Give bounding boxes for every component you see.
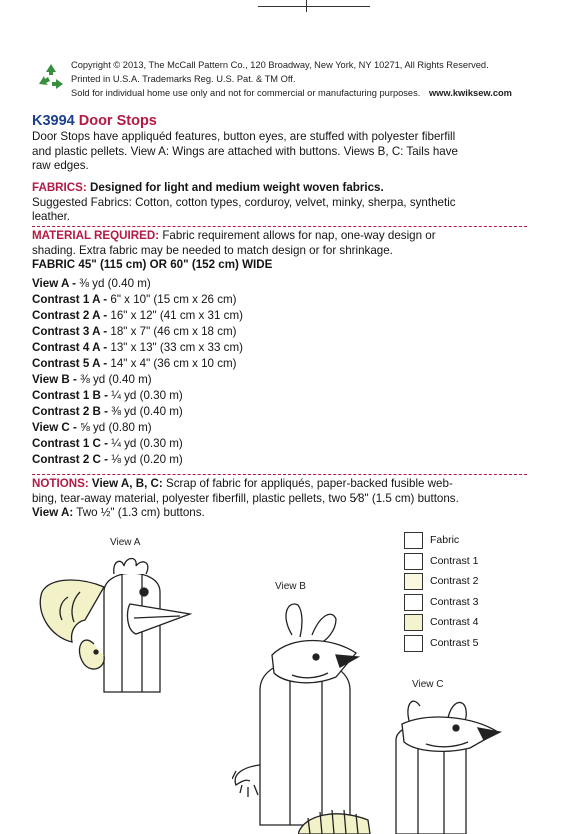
requirement-label: Contrast 1 C xyxy=(32,437,101,450)
view-c-label: View C xyxy=(412,679,444,690)
requirement-separator: - xyxy=(100,309,111,322)
legend-label: Contrast 1 xyxy=(430,554,479,567)
legend-swatch xyxy=(404,532,423,549)
requirement-row xyxy=(32,404,243,420)
copyright-line-3: Sold for individual home use only and not for commercial or manufacturing purposes. www.kwiksew.com xyxy=(71,88,512,99)
requirement-separator: - xyxy=(100,389,112,402)
legend-label: Fabric xyxy=(430,534,460,546)
legend-label: Contrast 4 xyxy=(430,616,479,628)
requirement-separator: - xyxy=(68,277,80,290)
requirement-row xyxy=(32,372,243,388)
legend-swatch xyxy=(404,553,423,570)
requirement-row xyxy=(32,324,243,340)
notions-line-2: bing, tear-away material, polyester fiberfill, plastic pellets, two 5⁄8" (1.5 cm) buttons. xyxy=(32,491,459,505)
requirement-row xyxy=(32,292,243,308)
requirement-amount: ⅜ yd (0.40 m) xyxy=(111,405,183,418)
suggested-fabrics: Suggested Fabrics: Cotton, cotton types, corduroy, velvet, minky, sherpa, synthetic xyxy=(32,195,456,209)
requirement-amount: ⅜ yd (0.40 m) xyxy=(80,373,152,386)
requirement-label: Contrast 5 A xyxy=(32,357,101,370)
requirement-separator: - xyxy=(69,373,81,386)
description-line: Door Stops have appliquéd features, button eyes, are stuffed with polyester fiberfill xyxy=(32,130,456,143)
requirement-amount: 6" x 10" (15 cm x 26 cm) xyxy=(110,293,237,306)
requirement-separator: - xyxy=(100,325,111,338)
notions-view-a: View A: Two ½" (1.3 cm) buttons. xyxy=(32,506,205,520)
requirement-label: Contrast 4 A xyxy=(32,341,101,354)
requirement-separator: - xyxy=(69,421,81,434)
fabrics-section xyxy=(32,181,456,225)
suggested-fabrics-cont: leather. xyxy=(32,210,71,224)
requirement-row xyxy=(32,388,243,404)
section-divider xyxy=(32,474,527,475)
requirement-label: Contrast 2 B xyxy=(32,405,101,418)
legend-label: Contrast 2 xyxy=(430,575,479,587)
notions-line: NOTIONS: View A, B, C: Scrap of fabric for appliqués, paper-backed fusible web- xyxy=(32,477,453,490)
pattern-name: Door Stops xyxy=(78,113,157,129)
description xyxy=(32,130,458,174)
requirements-list xyxy=(32,276,243,468)
requirement-separator: - xyxy=(100,357,111,370)
requirement-row xyxy=(32,436,243,452)
requirement-amount: 16" x 12" (41 cm x 31 cm) xyxy=(110,309,243,322)
requirement-row xyxy=(32,452,243,468)
requirement-separator: - xyxy=(100,453,112,466)
requirement-label: View C xyxy=(32,421,70,434)
requirement-label: Contrast 2 A xyxy=(32,309,101,322)
material-line-2: shading. Extra fabric may be needed to match design or for shrinkage. xyxy=(32,243,393,257)
requirement-amount: ¼ yd (0.30 m) xyxy=(111,437,183,450)
legend-label: Contrast 3 xyxy=(430,595,479,608)
legend-label: Contrast 5 xyxy=(430,636,479,649)
requirement-separator: - xyxy=(100,341,111,354)
requirement-row xyxy=(32,308,243,324)
view-a-label: View A xyxy=(110,537,141,548)
material-line: MATERIAL REQUIRED: Fabric requirement allows for nap, one-way design or xyxy=(32,229,436,242)
requirement-amount: ⅝ yd (0.80 m) xyxy=(80,421,152,434)
requirement-label: Contrast 1 B xyxy=(32,389,101,402)
requirement-separator: - xyxy=(100,405,112,418)
notions-section xyxy=(32,477,459,521)
copyright-line-1: Copyright © 2013, The McCall Pattern Co., 120 Broadway, New York, NY 10271, All Rights Reserved. xyxy=(71,60,489,70)
pattern-title xyxy=(32,113,157,129)
requirement-amount: ⅜ yd (0.40 m) xyxy=(79,277,151,290)
requirement-label: Contrast 3 A xyxy=(32,325,101,338)
fabrics-line: FABRICS: Designed for light and medium weight woven fabrics. xyxy=(32,181,384,194)
requirement-separator: - xyxy=(100,293,111,306)
pattern-number: K3994 xyxy=(32,113,75,129)
legend-swatch xyxy=(404,573,423,590)
view-c-fox-illustration xyxy=(298,688,508,834)
requirement-row xyxy=(32,276,243,292)
requirement-amount: 13" x 13" (33 cm x 33 cm) xyxy=(110,341,243,354)
view-a-rooster-illustration xyxy=(30,552,205,702)
description-line: and plastic pellets. View A: Wings are attached with buttons. Views B, C: Tails have xyxy=(32,144,458,158)
requirement-amount: ⅛ yd (0.20 m) xyxy=(111,453,183,466)
top-crop-mark xyxy=(258,0,370,7)
copyright-block xyxy=(71,58,512,101)
website-link[interactable]: www.kwiksew.com xyxy=(428,88,512,99)
requirement-amount: 14" x 4" (36 cm x 10 cm) xyxy=(110,357,237,370)
requirement-label: View A xyxy=(32,277,69,290)
requirement-row xyxy=(32,356,243,372)
requirement-label: Contrast 2 C xyxy=(32,453,101,466)
requirement-row xyxy=(32,420,243,436)
description-line: raw edges. xyxy=(32,159,89,173)
requirement-amount: 18" x 7" (46 cm x 18 cm) xyxy=(110,325,237,338)
legend-swatch xyxy=(404,594,423,611)
section-divider xyxy=(32,226,527,227)
view-b-label: View B xyxy=(275,581,306,592)
fabric-width: FABRIC 45" (115 cm) OR 60" (152 cm) WIDE xyxy=(32,258,273,272)
legend-swatch xyxy=(404,614,423,631)
requirement-label: Contrast 1 A xyxy=(32,293,101,306)
copyright-line-2: Printed in U.S.A. Trademarks Reg. U.S. Pat. & TM Off. xyxy=(71,74,296,85)
requirement-row xyxy=(32,340,243,356)
requirement-label: View B xyxy=(32,373,70,386)
requirement-amount: ¼ yd (0.30 m) xyxy=(111,389,183,402)
material-section xyxy=(32,229,436,273)
legend-swatch xyxy=(404,635,423,652)
recycle-icon xyxy=(36,62,66,92)
requirement-separator: - xyxy=(100,437,112,450)
